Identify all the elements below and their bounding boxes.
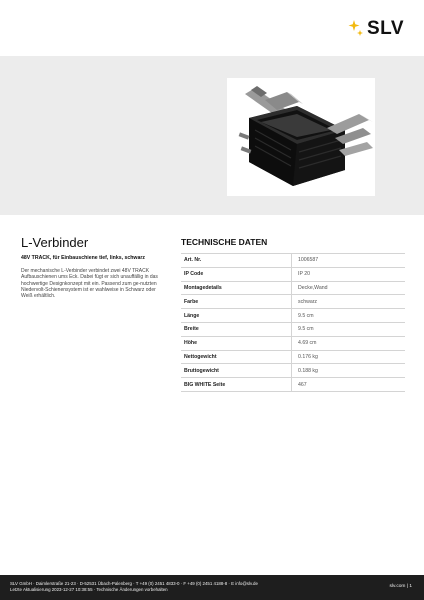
spec-label: BIG WHITE Seite (181, 378, 292, 392)
specs-heading: TECHNISCHE DATEN (181, 237, 268, 247)
table-row (181, 295, 405, 309)
spec-label: IP Code (181, 267, 292, 281)
table-row (181, 267, 405, 281)
spec-value: 467 (292, 378, 406, 392)
spec-value: 9.5 cm (292, 309, 406, 323)
table-row (181, 322, 405, 336)
table-row (181, 281, 405, 295)
specs-table (181, 253, 405, 392)
spec-label: Montagedetails (181, 281, 292, 295)
spec-value: IP 20 (292, 267, 406, 281)
spec-value: 1006587 (292, 254, 406, 268)
table-row (181, 350, 405, 364)
spec-value: 4.69 cm (292, 336, 406, 350)
table-row (181, 309, 405, 323)
product-description: Der mechanische L-Verbinder verbindet zwei 48V TRACK Aufbauschienen ums Eck. Dabei fügt er sich unauffällig in das hochwertige Designkonzept mit ein. Passend zum ge-nutzten Niedervolt-Schienensystem ist er wahlweise in Schwarz oder Weiß erhältlich. (21, 268, 158, 300)
spec-label: Breite (181, 322, 292, 336)
spec-label: Höhe (181, 336, 292, 350)
footer-updated: Letzte Aktualisierung 2023-12-27 10:38:55 · Technische Änderungen vorbehalten (10, 587, 168, 592)
footer-page-number: slv.com | 1 (389, 584, 412, 589)
product-title: L-Verbinder (21, 235, 89, 250)
spec-label: Art. Nr. (181, 254, 292, 268)
table-row (181, 364, 405, 378)
product-subtitle: 48V TRACK, für Einbauschiene tief, links, schwarz (21, 255, 145, 261)
brand-name: SLV (366, 18, 404, 39)
spec-value: 0.176 kg (292, 350, 406, 364)
page-footer (0, 575, 424, 600)
brand-logo (347, 16, 404, 42)
table-row (181, 336, 405, 350)
product-image (227, 78, 375, 196)
spec-label: Bruttogewicht (181, 364, 292, 378)
table-row (181, 378, 405, 392)
l-connector-illustration (227, 78, 375, 196)
spec-value: Decke,Wand (292, 281, 406, 295)
footer-contact: SLV GmbH · Daimlerstraße 21-23 · D-52531 Übach-Palenberg · T +49 (0) 2451 4833-0 · F +49 (0) 2451 4188-8 · E info@slv.de (10, 581, 258, 586)
spec-label: Farbe (181, 295, 292, 309)
slv-sparkle-logo-icon (347, 18, 365, 40)
spec-label: Länge (181, 309, 292, 323)
spec-label: Nettogewicht (181, 350, 292, 364)
product-hero (0, 56, 424, 215)
table-row (181, 254, 405, 268)
spec-value: 9.5 cm (292, 322, 406, 336)
spec-value: schwarz (292, 295, 406, 309)
spec-value: 0.188 kg (292, 364, 406, 378)
